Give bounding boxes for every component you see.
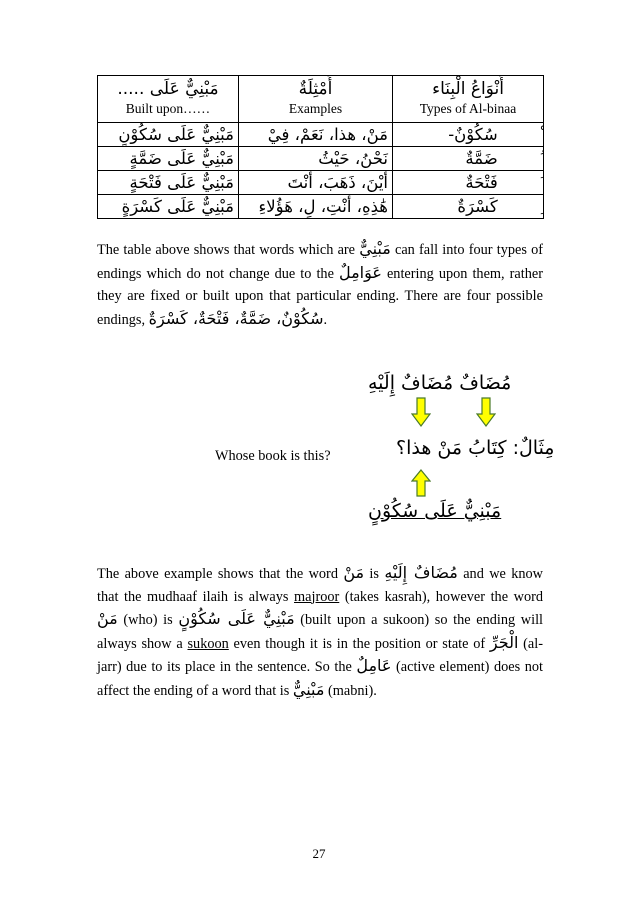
down-arrow-icon: [476, 397, 496, 427]
type-cell: [393, 171, 544, 195]
para2-text: even though it is in the position or state of: [228, 635, 490, 652]
para2-majroor: majroor: [294, 588, 340, 605]
para2-text: is: [364, 566, 385, 582]
para1-text-2: can fall into four types of endings which do not change due to the: [97, 242, 543, 282]
example-explanation-paragraph: [97, 562, 543, 702]
header-types-ar: أَنْوَاعُ الْبِنَاء: [432, 79, 504, 99]
down-arrow-icon: [411, 397, 431, 427]
para2-arabic-aamil: عَامِلٌ: [356, 656, 392, 675]
para2-text: and we know that the mudhaaf ilaih is always: [97, 566, 543, 605]
para2-arabic-mabni-sukoon: مَبْنِيٌّ عَلَى سُكُوْنٍ: [178, 609, 295, 628]
para2-sukoon: sukoon: [187, 635, 229, 652]
para2-arabic-man: مَنْ: [343, 563, 365, 582]
para1-arabic-endings: سُكُوْنٌ، ضَمَّةٌ، فَتْحَةٌ، كَسْرَةٌ: [148, 308, 324, 328]
table-row: [98, 195, 544, 219]
type-name: ضَمَّةٌ: [465, 148, 498, 168]
up-arrow-icon: [411, 469, 431, 497]
header-examples: [239, 76, 393, 123]
para2-arabic-jarr: الْجَرِّ: [489, 632, 519, 652]
para2-text: (mabni).: [324, 682, 377, 699]
table-row: [98, 147, 544, 171]
para2-arabic-mabni: مَبْنِيٌّ: [292, 679, 325, 699]
header-types: [393, 76, 544, 123]
explanation-paragraph: [97, 238, 543, 331]
para2-text: (takes kasrah), however the word: [339, 588, 544, 605]
header-built-upon-en: Built upon……: [125, 101, 211, 116]
examples-cell: نَحْنُ، حَيْثُ: [239, 147, 393, 171]
example-bottom-label: مَبْنِيٌّ عَلَى سُكُوْنٍ: [368, 500, 502, 522]
header-built-upon: [98, 76, 239, 123]
built-upon-cell: مَبْنِيٌّ عَلَى ضَمَّةٍ: [98, 147, 239, 171]
examples-cell: هَٰذِهِ، أَنْتِ، لِ، هَؤُلاءِ: [239, 195, 393, 219]
header-examples-en: Examples: [288, 101, 343, 116]
para1-text-1: The table above shows that words which are: [97, 242, 360, 258]
built-upon-cell: مَبْنِيٌّ عَلَى كَسْرَةٍ: [98, 195, 239, 219]
built-upon-cell: مَبْنِيٌّ عَلَى فَتْحَةٍ: [98, 171, 239, 195]
para2-text: (built upon a sukoon) so the ending will always show a: [97, 612, 544, 652]
table-row: [98, 171, 544, 195]
type-cell: [393, 123, 544, 147]
type-cell: [393, 147, 544, 171]
para1-arabic-mabni: مَبْنِيٌّ: [359, 239, 391, 258]
header-types-en: Types of Al-binaa: [419, 101, 517, 116]
example-top-label: مُضَافٌ مُضَافٌ إِلَيْهِ: [368, 372, 512, 394]
table-header-row: [98, 76, 544, 123]
para1-arabic-awamil: عَوَامِلٌ: [338, 262, 382, 282]
para2-arabic-mudhaaf-ilaih: مُضَافٌ إِلَيْهِ: [384, 563, 458, 582]
para2-text: (al-jarr) due to its place in the sentence. So the: [97, 635, 543, 675]
para2-text: (active element) does not affect the ending of a word that is: [97, 659, 543, 699]
example-caption: Whose book is this?: [215, 448, 331, 464]
header-examples-ar: أَمْثِلَةٌ: [298, 79, 333, 99]
para2-arabic-man-2: مَنْ: [97, 609, 118, 628]
types-of-binaa-table: [97, 75, 544, 219]
type-cell: [393, 195, 544, 219]
para2-text: The above example shows that the word: [97, 566, 344, 582]
built-upon-cell: مَبْنِيٌّ عَلَى سُكُوْنٍ: [98, 123, 239, 147]
page-number: 27: [312, 846, 326, 861]
para1-text-3: entering upon them, rather they are fixed or built upon that particular ending. There are four possible endings,: [97, 265, 543, 328]
example-sentence: مِثَالٌ: كِتَابُ مَنْ هذا؟: [396, 437, 555, 459]
examples-cell: أَيْنَ، ذَهَبَ، أَنْتَ: [239, 171, 393, 195]
para1-text-4: .: [323, 311, 328, 328]
type-name: كَسْرَةٌ: [457, 196, 498, 216]
table-row: [98, 123, 544, 147]
type-name: فَتْحَةٌ: [465, 172, 498, 192]
header-built-upon-ar: مَبْنِيٌّ عَلَى .....: [117, 79, 219, 99]
para2-text: (who) is: [117, 612, 179, 628]
type-name: سُكُوْنٌ-: [448, 124, 498, 144]
examples-cell: مَنْ، هذا، نَعَمْ، فِيْ: [239, 123, 393, 147]
